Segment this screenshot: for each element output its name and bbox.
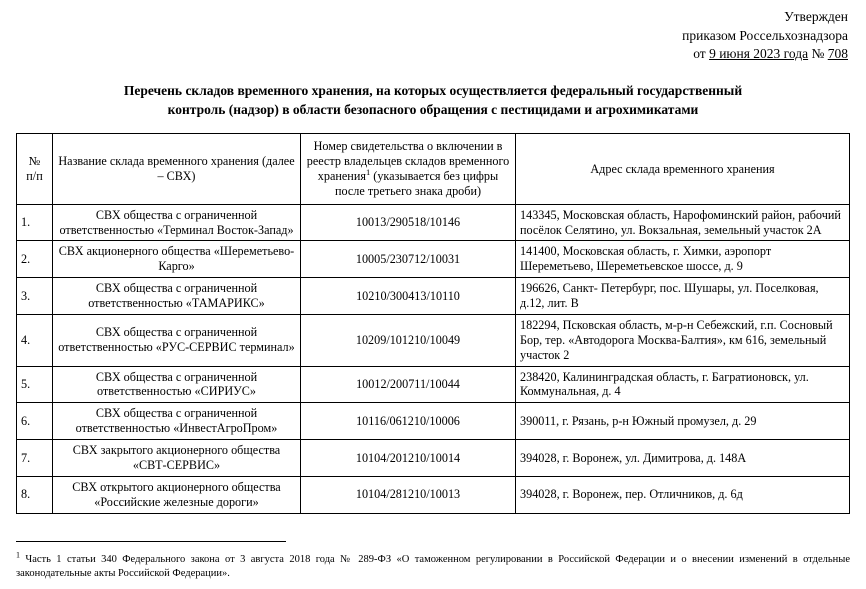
cell-number: 6. <box>17 403 53 440</box>
cell-address: 394028, г. Воронеж, пер. Отличников, д. 6д <box>516 476 850 513</box>
footnote-divider <box>16 541 286 542</box>
approval-line-1: Утвержден <box>784 9 848 24</box>
cell-certificate: 10210/300413/10110 <box>301 278 516 315</box>
approval-date-prefix: от <box>693 46 710 62</box>
warehouse-table <box>16 133 850 513</box>
table-row <box>17 204 850 241</box>
column-header-number-line-2: п/п <box>26 168 43 183</box>
cell-number: 5. <box>17 366 53 403</box>
cell-certificate: 10012/200711/10044 <box>301 366 516 403</box>
table-header-row <box>17 134 850 205</box>
table-body <box>17 204 850 513</box>
approval-number-prefix: № <box>808 46 828 62</box>
cell-name: СВХ акционерного общества «Шереметьево-Карго» <box>53 241 301 278</box>
table-row <box>17 476 850 513</box>
cell-number: 4. <box>17 314 53 366</box>
column-header-certificate <box>301 134 516 205</box>
cell-number: 8. <box>17 476 53 513</box>
footnote-ref-icon: 1 <box>365 166 371 177</box>
cell-number: 2. <box>17 241 53 278</box>
table-header <box>17 134 850 205</box>
table-row <box>17 314 850 366</box>
cell-certificate: 10104/281210/10013 <box>301 476 516 513</box>
page-title <box>83 81 783 119</box>
cell-certificate: 10005/230712/10031 <box>301 241 516 278</box>
cell-certificate: 10116/061210/10006 <box>301 403 516 440</box>
footnote <box>16 550 850 581</box>
cell-address: 143345, Московская область, Нарофоминский район, рабочий посёлок Селятино, ул. Вокзальная, земельный участок 2А <box>516 204 850 241</box>
cell-address: 141400, Московская область, г. Химки, аэропорт Шереметьево, Шереметьевское шоссе, д. 9 <box>516 241 850 278</box>
cell-number: 7. <box>17 440 53 477</box>
cell-name: СВХ общества с ограниченной ответственностью «ИнвестАгроПром» <box>53 403 301 440</box>
column-header-address: Адрес склада временного хранения <box>516 134 850 205</box>
approval-number: 708 <box>827 46 848 62</box>
cell-certificate: 10013/290518/10146 <box>301 204 516 241</box>
cell-name: СВХ закрытого акционерного общества «СВТ-СЕРВИС» <box>53 440 301 477</box>
table-row <box>17 440 850 477</box>
cell-address: 196626, Санкт- Петербург, пос. Шушары, ул. Поселковая, д.12, лит. В <box>516 278 850 315</box>
cell-address: 182294, Псковская область, м-р-н Себежский, г.п. Сосновый Бор, тер. «Автодорога Москва-Балтия», км 616, земельный участок 2 <box>516 314 850 366</box>
approval-block <box>16 8 848 64</box>
cell-address: 394028, г. Воронеж, ул. Димитрова, д. 148А <box>516 440 850 477</box>
table-row <box>17 278 850 315</box>
cell-address: 390011, г. Рязань, р-н Южный промузел, д. 29 <box>516 403 850 440</box>
footnote-text: Часть 1 статьи 340 Федерального закона от 3 августа 2018 года № 289-ФЗ «О таможенном регулировании в Российской Федерации и о внесении изменений в отдельные законодательные акты Российской Федерации». <box>16 553 850 579</box>
approval-date: 9 июня 2023 года <box>709 46 809 62</box>
cell-name: СВХ общества с ограниченной ответственностью «Терминал Восток-Запад» <box>53 204 301 241</box>
cell-number: 1. <box>17 204 53 241</box>
approval-line-3 <box>16 45 848 64</box>
cell-number: 3. <box>17 278 53 315</box>
page-title-line-2: контроль (надзор) в области безопасного обращения с пестицидами и агрохимикатами <box>167 102 699 118</box>
cell-name: СВХ общества с ограниченной ответственностью «СИРИУС» <box>53 366 301 403</box>
table-row <box>17 403 850 440</box>
column-header-certificate-note: (указывается без цифры после третьего знака дроби) <box>334 168 499 198</box>
cell-address: 238420, Калининградская область, г. Багратионовск, ул. Коммунальная, д. 4 <box>516 366 850 403</box>
cell-name: СВХ открытого акционерного общества «Российские железные дороги» <box>53 476 301 513</box>
column-header-number <box>17 134 53 205</box>
footnote-marker: 1 <box>16 550 20 560</box>
cell-certificate: 10104/201210/10014 <box>301 440 516 477</box>
approval-line-2: приказом Россельхознадзора <box>682 27 848 43</box>
column-header-certificate-text: Номер свидетельства о включении в реестр владельцев складов временного хранения <box>306 139 510 183</box>
column-header-name: Название склада временного хранения (далее – СВХ) <box>53 134 301 205</box>
cell-name: СВХ общества с ограниченной ответственностью «РУС-СЕРВИС терминал» <box>53 314 301 366</box>
cell-certificate: 10209/101210/10049 <box>301 314 516 366</box>
cell-name: СВХ общества с ограниченной ответственностью «ТАМАРИКС» <box>53 278 301 315</box>
table-row <box>17 366 850 403</box>
column-header-number-line-1: № <box>28 154 41 169</box>
table-row <box>17 241 850 278</box>
page-title-line-1: Перечень складов временного хранения, на которых осуществляется федеральный государственный <box>123 82 743 98</box>
